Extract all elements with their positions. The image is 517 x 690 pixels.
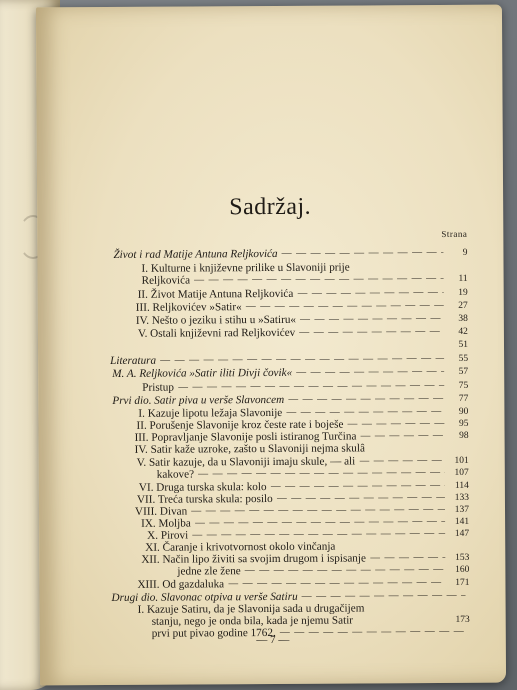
toc-entry-text: Prvi dio. Satir piva u verše Slavoncem (112, 393, 285, 407)
toc-entry (138, 287, 468, 301)
toc-entry-page: 90 (458, 406, 469, 417)
toc-entry (142, 273, 468, 287)
toc-entry (142, 380, 468, 394)
toc-entry (177, 564, 469, 578)
toc-entry-page: 133 (454, 492, 469, 503)
toc-entry (157, 467, 469, 481)
toc-entry-page: 153 (455, 552, 470, 563)
toc-entry-text: jedne zle žene (177, 565, 241, 578)
toc-entry (110, 353, 468, 367)
toc-entry-page: 11 (458, 273, 468, 284)
toc-entry-page: 114 (454, 480, 469, 491)
toc-entry-text: XI. Čaranje i krivotvornost okolo vinčanja (145, 540, 336, 554)
toc-entry-text: Život i rad Matije Antuna Reljkovića (113, 247, 278, 261)
toc-entry-text: I. Kulturne i književne prilike u Slavoniji prije (141, 261, 350, 275)
toc-entry-page: 27 (458, 300, 468, 311)
page-column-header: Strana (441, 228, 468, 239)
toc-entry-page: 57 (458, 366, 469, 377)
toc-entry-page: 51 (458, 339, 469, 350)
toc-entry-page: 147 (454, 528, 470, 539)
toc-entry-page: 19 (458, 287, 468, 298)
toc-entry-page: 38 (458, 313, 468, 324)
page-number: — 7 — (256, 633, 290, 647)
toc-entry (112, 366, 468, 380)
toc-entry-page: 173 (455, 614, 470, 625)
toc-entry-text: Reljkovića (141, 274, 191, 287)
toc-entry-page: 141 (454, 516, 470, 527)
toc-entry-page: 107 (454, 467, 469, 478)
toc-entry (136, 313, 468, 327)
toc-entry-text: IV. Nešto o jeziku i stihu u »Satiru« (135, 313, 297, 327)
toc-entry-text: Pristup (142, 381, 175, 394)
toc-entry-page: 77 (458, 393, 469, 404)
toc-entry-text: Drugi dio. Slavonac otpiva u verše Satiru (111, 590, 298, 604)
table-of-contents (107, 243, 470, 640)
toc-entry-text: I. Kazuje lipotu ležaja Slavonije (138, 406, 283, 420)
toc-entry-page: 95 (458, 418, 469, 429)
toc-entry-text: VIII. Divan (134, 505, 188, 518)
toc-entry (138, 326, 468, 340)
toc-entry-text: II. Porušenje Slavonije kroz česte rate i boješe (136, 418, 344, 432)
toc-entry-text: VII. Treća turska skula: posilo (136, 492, 273, 506)
toc-entry-page: 137 (454, 504, 470, 515)
toc-entry-text: V. Satir kazuje, da u Slavoniji imaju skule, — ali (136, 455, 356, 469)
toc-entry (112, 393, 468, 407)
toc-entry (136, 300, 468, 314)
toc-entry-text: XIII. Od gazdaluka (137, 578, 225, 591)
toc-entry-text: kakove? (156, 468, 195, 481)
toc-entry-text: III. Reljkovićev »Satir« (135, 301, 242, 314)
toc-entry-text: stanju, nego je onda bila, kada je njemu Satir (151, 614, 354, 628)
toc-entry-text: XII. Način lipo živiti sa svojim drugom i ispisanje (141, 552, 366, 566)
toc-entry (108, 339, 468, 353)
toc-entry-page: 55 (458, 353, 469, 364)
toc-entry-page: 9 (462, 247, 468, 258)
toc-entry-page: 160 (455, 564, 470, 575)
toc-entry-text: prvi put pivao godine 1762. (151, 626, 276, 640)
toc-entry-text: IV. Satir kaže uzroke, zašto u Slavoniji nejma skulâ (134, 442, 365, 456)
toc-entry (135, 442, 469, 456)
toc-entry-text: IX. Moljba (141, 517, 191, 530)
toc-entry-page: 171 (455, 577, 470, 588)
toc-entry-text: M. A. Reljkovića »Satir iliti Divji čovik« (112, 366, 293, 380)
toc-entry-text: V. Ostali književni rad Reljkovićev (137, 326, 296, 340)
toc-entry-text: VI. Druga turska skula: kolo (138, 481, 267, 494)
toc-entry-text: X. Pirovi (147, 529, 189, 542)
toc-entry-page: 42 (458, 326, 468, 337)
toc-entry (113, 247, 467, 261)
toc-entry-text: I. Kazuje Satiru, da je Slavonija sada u drugačijem (137, 602, 365, 616)
page-title: Sadržaj. (229, 193, 312, 221)
book-page (36, 5, 506, 686)
toc-entry-page: 98 (459, 430, 469, 441)
toc-entry-text: III. Popravljanje Slavonije posli istiranog Turčina (134, 430, 357, 444)
toc-entry-text: II. Život Matije Antuna Reljkovića (137, 287, 294, 301)
toc-entry-text: Literatura (110, 354, 157, 367)
toc-entry-page: 101 (454, 455, 469, 466)
toc-entry-page: 75 (458, 380, 469, 391)
toc-entry (137, 577, 469, 591)
